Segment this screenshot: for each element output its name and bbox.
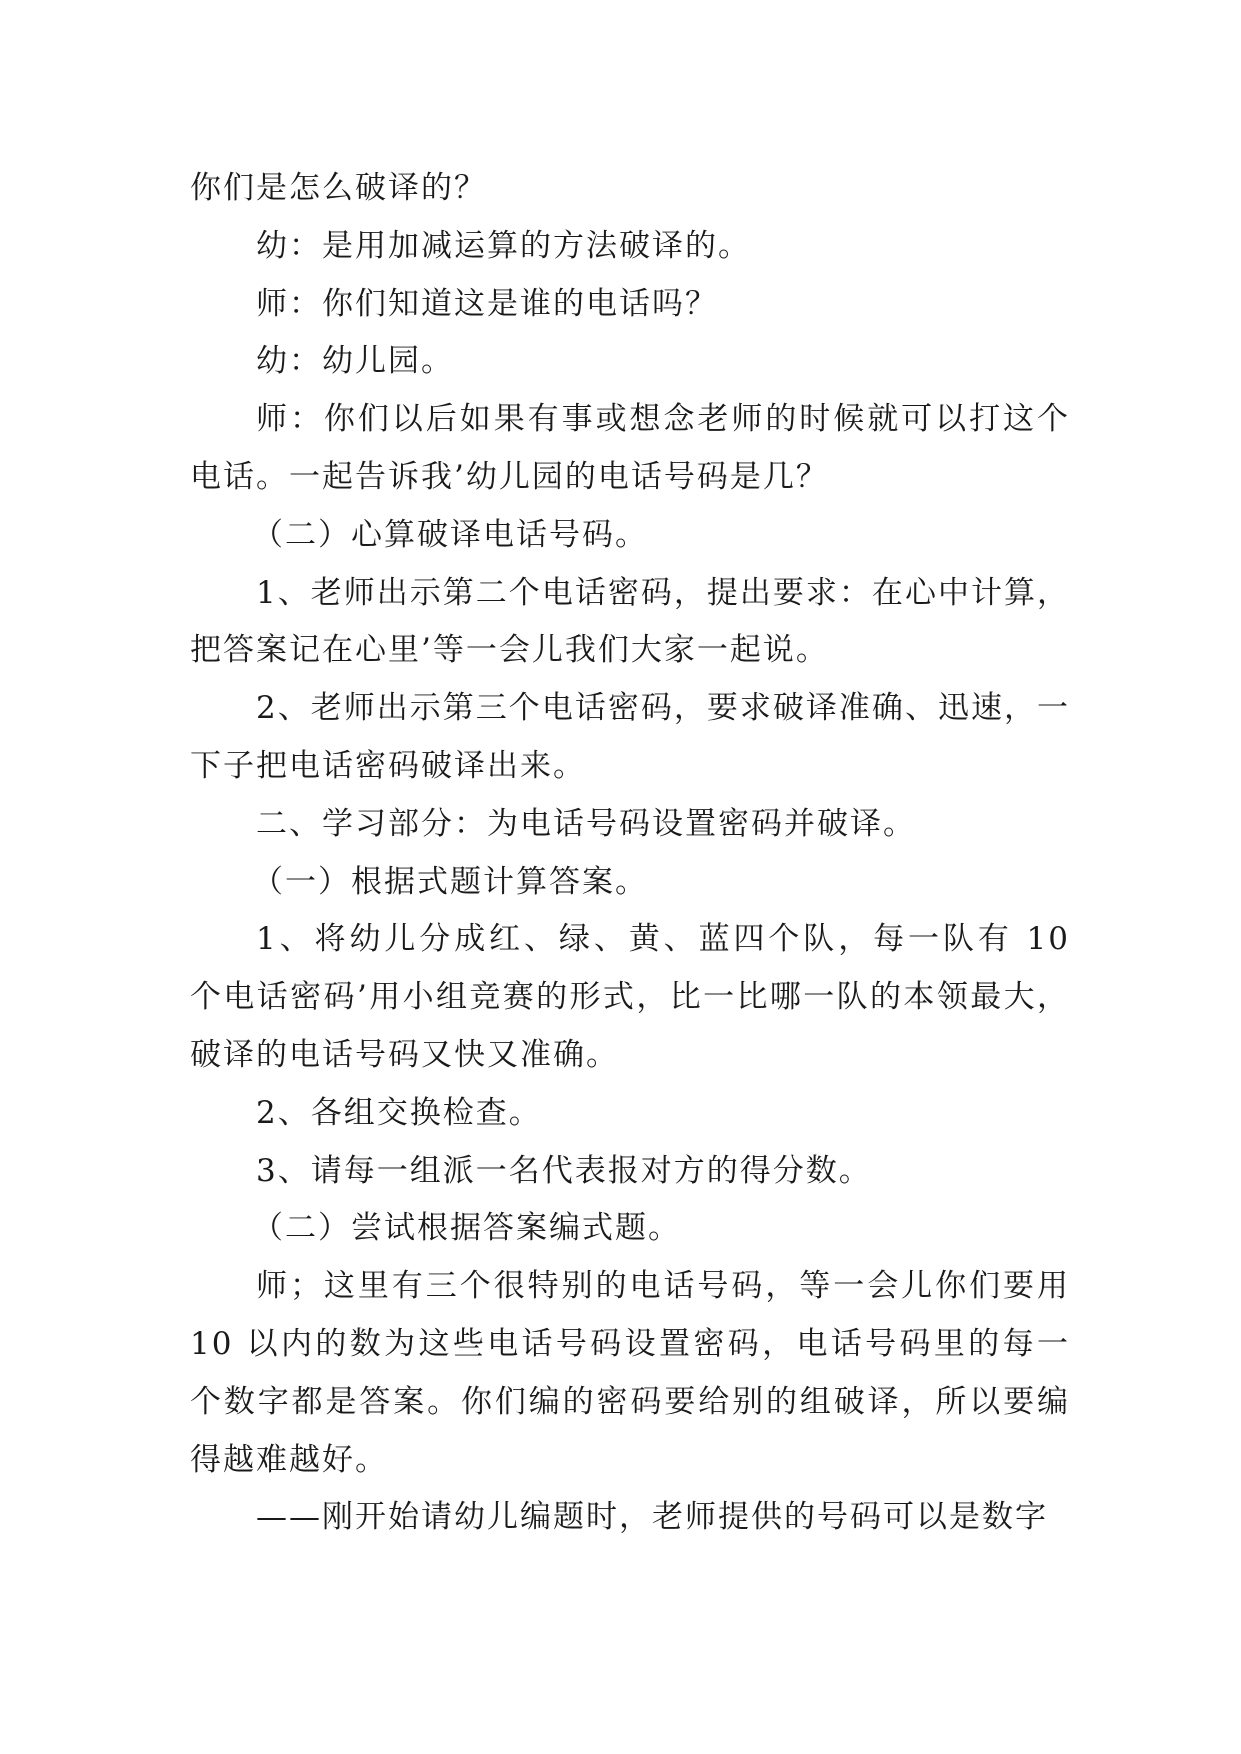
paragraph-1: 你们是怎么破译的？	[190, 170, 487, 206]
paragraph-6: （二）心算破译电话号码。	[252, 516, 648, 553]
paragraph-8: 2、老师出示第三个电话密码，要求破译准确、迅速，一下子把电话密码破译出来。	[190, 690, 1070, 784]
paragraph-14: （二）尝试根据答案编式题。	[252, 1210, 681, 1247]
paragraph-5: 师：你们以后如果有事或想念老师的时候就可以打这个电话。一起告诉我’幼儿园的电话号码是几？	[190, 401, 1070, 495]
paragraph-16: ——刚开始请幼儿编题时，老师提供的号码可以是数字	[256, 1499, 1048, 1536]
paragraph-9: 二、学习部分：为电话号码设置密码并破译。	[256, 805, 916, 842]
paragraph-7: 1、老师出示第二个电话密码，提出要求：在心中计算，把答案记在心里’等一会儿我们大家一起说。	[190, 574, 1070, 669]
paragraph-3: 师：你们知道这是谁的电话吗？	[256, 285, 718, 322]
paragraph-13: 3、请每一组派一名代表报对方的得分数。	[256, 1152, 872, 1189]
paragraph-11: 1、将幼儿分成红、绿、黄、蓝四个队，每一队有 10 个电话密码’用小组竞赛的形式，比一比哪一队的本领最大，破译的电话号码又快又准确。	[190, 921, 1070, 1073]
paragraph-10: （一）根据式题计算答案。	[252, 863, 648, 900]
paragraph-15: 师；这里有三个很特别的电话号码，等一会儿你们要用 10 以内的数为这些电话号码设置密码，电话号码里的每一个数字都是答案。你们编的密码要给别的组破译，所以要编得越难越好。	[190, 1268, 1070, 1478]
paragraph-2: 幼：是用加减运算的方法破译的。	[256, 227, 751, 264]
paragraph-4: 幼：幼儿园。	[256, 343, 454, 380]
paragraph-12: 2、各组交换检查。	[256, 1094, 542, 1131]
document-body	[190, 160, 1070, 1547]
